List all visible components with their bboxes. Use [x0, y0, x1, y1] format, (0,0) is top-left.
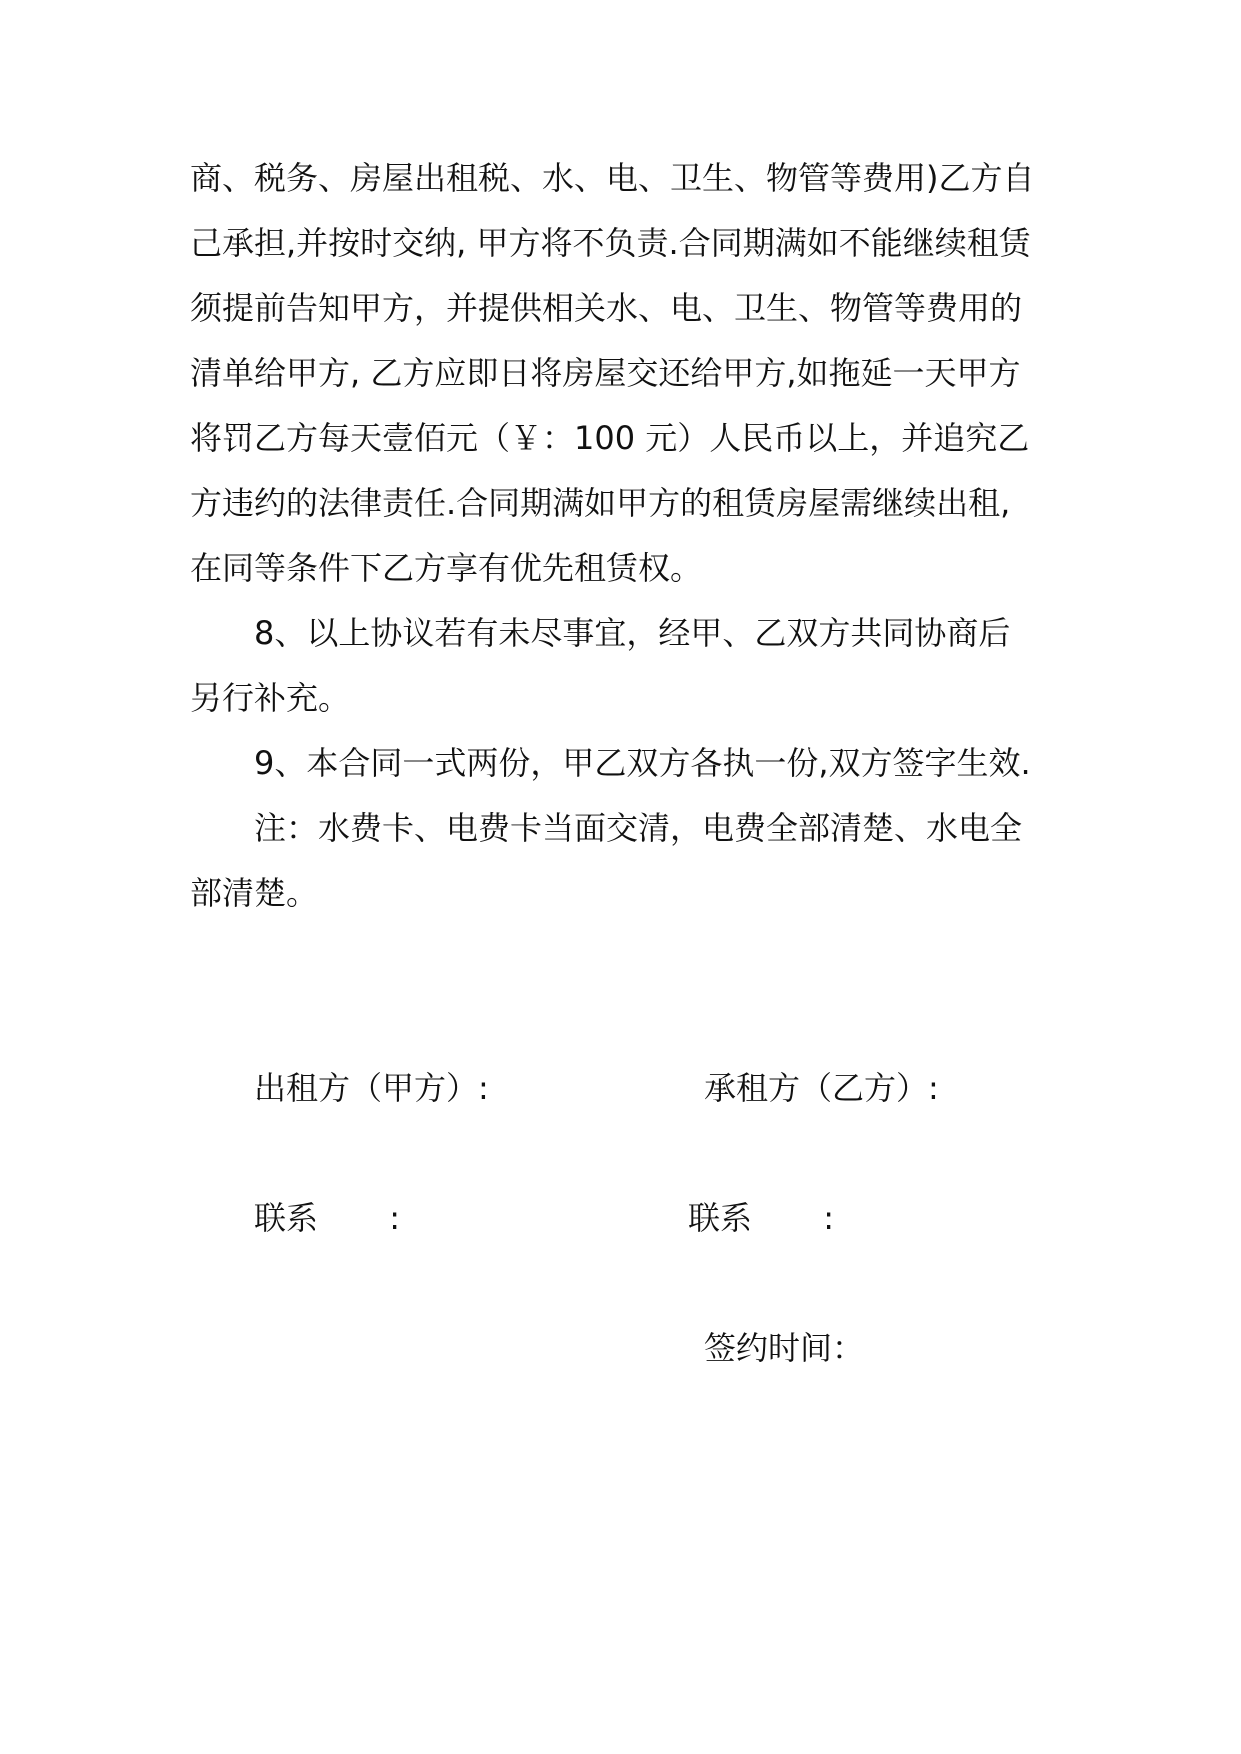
paragraph-line: 须提前告知甲方，并提供相关水、电、卫生、物管等费用的 [190, 289, 1023, 327]
lessor-contact: 联系 : [254, 1199, 400, 1237]
note-line: 部清楚。 [190, 874, 319, 912]
paragraph-line: 己承担,并按时交纳, 甲方将不负责.合同期满如不能继续租赁 [190, 224, 1031, 262]
sign-date-label: 签约时间： [704, 1329, 865, 1367]
clause-9-line: 9、本合同一式两份，甲乙双方各执一份,双方签字生效. [254, 744, 1031, 782]
clause-8-line: 另行补充。 [190, 679, 351, 717]
paragraph-line: 清单给甲方, 乙方应即日将房屋交还给甲方,如拖延一天甲方 [190, 354, 1021, 392]
lessor-label: 出租方（甲方）: [254, 1069, 489, 1107]
clause-8-line: 8、以上协议若有未尽事宜，经甲、乙双方共同协商后 [254, 614, 1011, 652]
lessee-contact: 联系 : [688, 1199, 834, 1237]
paragraph-line: 将罚乙方每天壹佰元（￥：100 元）人民币以上，并追究乙 [190, 419, 1030, 457]
lessee-label: 承租方（乙方）: [704, 1069, 939, 1107]
note-line: 注：水费卡、电费卡当面交清，电费全部清楚、水电全 [254, 809, 1023, 847]
paragraph-line: 商、税务、房屋出租税、水、电、卫生、物管等费用)乙方自 [190, 159, 1035, 197]
contract-body [190, 146, 1060, 926]
paragraph-line: 在同等条件下乙方享有优先租赁权。 [190, 549, 703, 587]
paragraph-line: 方违约的法律责任.合同期满如甲方的租赁房屋需继续出租, [190, 484, 1011, 522]
